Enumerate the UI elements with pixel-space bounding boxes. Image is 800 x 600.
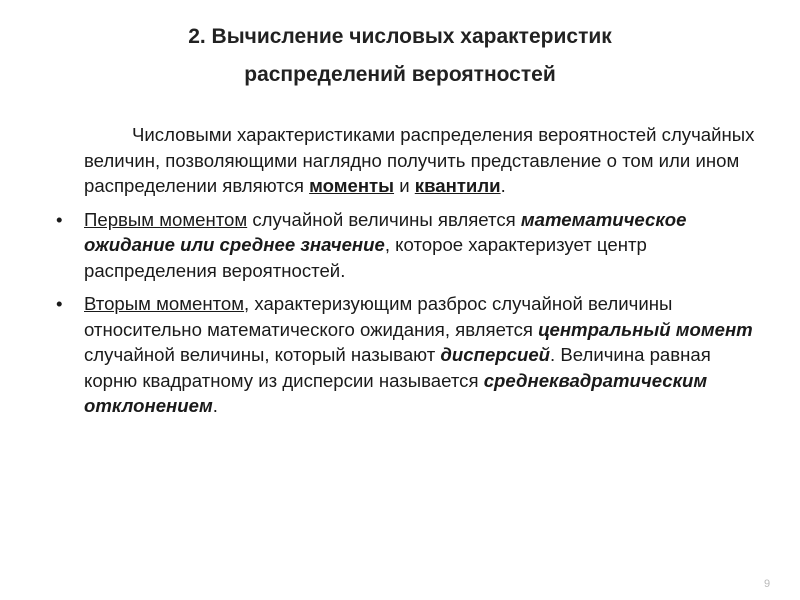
bullet2-text-4: . bbox=[212, 395, 218, 416]
intro-text-2: и bbox=[394, 175, 415, 196]
bullet2-text-3: . Величина равная корню квадратному из дисперсии называется bbox=[84, 344, 711, 391]
bullet1-text-2: , которое характеризует центр распределения вероятностей. bbox=[84, 234, 647, 281]
bullet2-text-1: , характеризующим разброс случайной величины относительно математического ожидания, является bbox=[84, 293, 673, 340]
slide-title-line-2: распределений вероятностей bbox=[244, 63, 556, 86]
term-moments: моменты bbox=[309, 175, 395, 196]
term-first-moment: Первым моментом bbox=[84, 208, 248, 230]
intro-text-1: Числовыми характеристиками распределения вероятностей случайных величин, позволяющими наглядно получить представление о том или ином распределении являются bbox=[84, 124, 755, 196]
term-variance: дисперсией bbox=[440, 344, 551, 365]
page-number: 9 bbox=[764, 578, 771, 590]
term-quantiles: квантили bbox=[414, 175, 501, 196]
bullet-first-moment bbox=[56, 207, 756, 284]
intro-text-3: . bbox=[500, 175, 506, 196]
bullet1-text-1: случайной величины является bbox=[247, 208, 521, 230]
term-central-moment: центральный момент bbox=[538, 318, 753, 340]
term-second-moment: Вторым моментом bbox=[84, 293, 245, 314]
term-standard-deviation: среднеквадратическим отклонением bbox=[84, 369, 708, 416]
term-expectation: математическое ожидание или среднее значение bbox=[84, 208, 687, 255]
slide-title-line-1: 2. Вычисление числовых характеристик bbox=[188, 25, 612, 48]
slide-title bbox=[0, 18, 800, 94]
intro-paragraph bbox=[84, 122, 756, 199]
bullet-marker: • bbox=[56, 293, 63, 314]
bullet-marker: • bbox=[56, 208, 63, 230]
bullet2-text-2: случайной величины, который называют bbox=[84, 344, 441, 365]
slide-body bbox=[56, 122, 756, 419]
bullet-second-moment bbox=[56, 291, 756, 419]
